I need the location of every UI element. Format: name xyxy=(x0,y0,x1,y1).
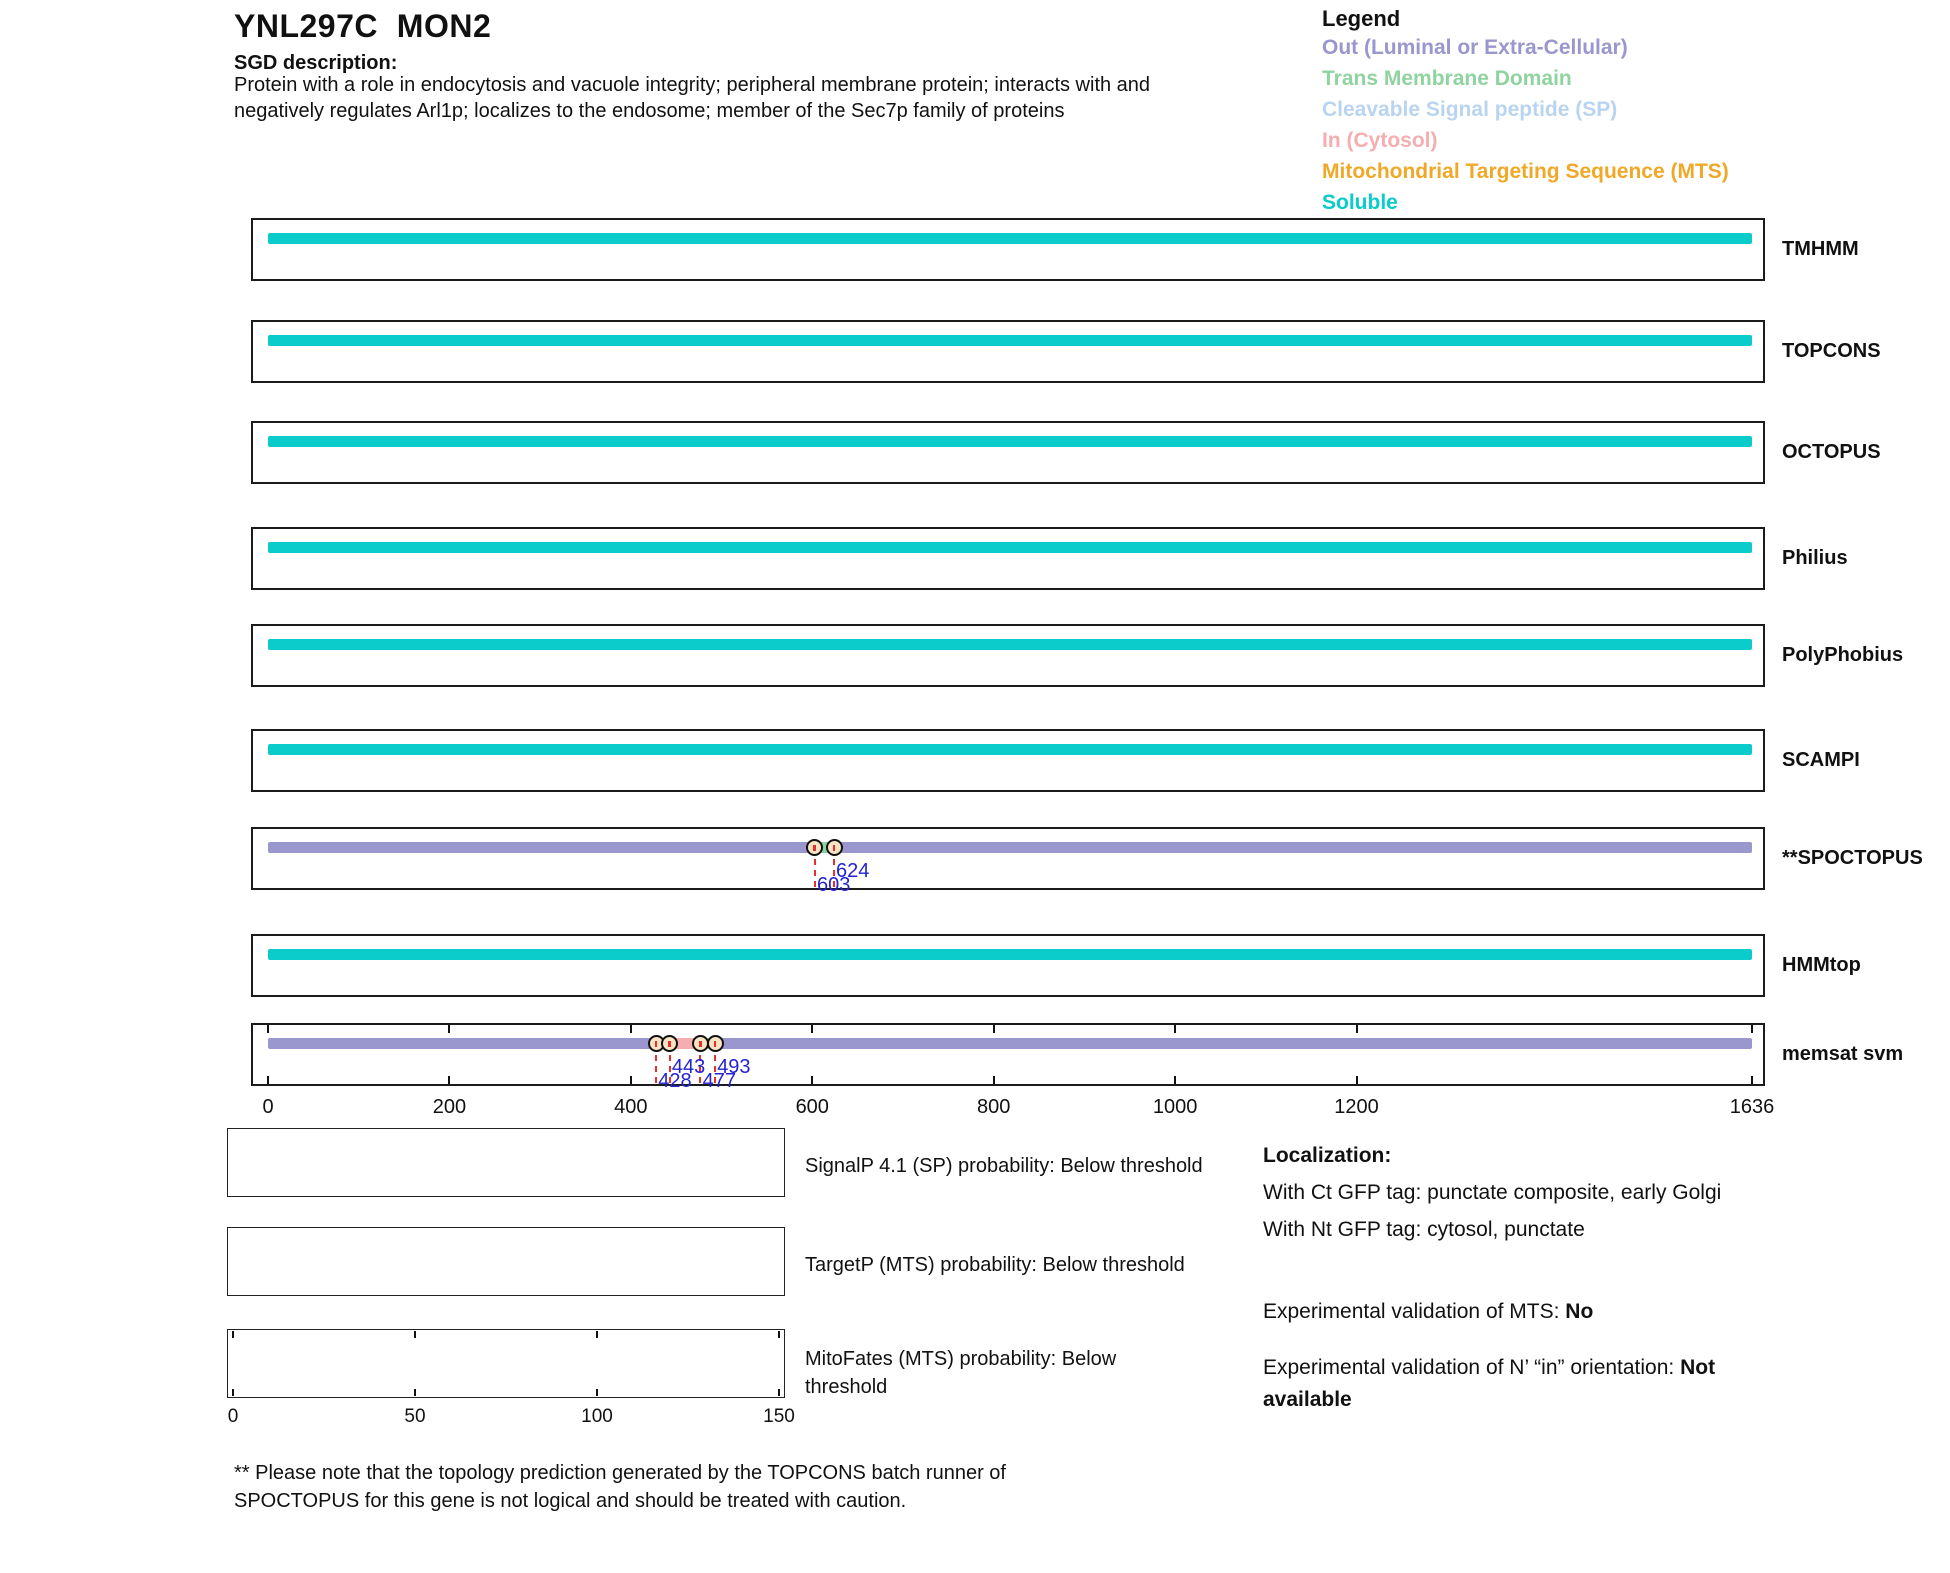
legend-item-out: Out (Luminal or Extra-Cellular) xyxy=(1322,36,1628,59)
sequence-tick-bottom xyxy=(811,1076,813,1084)
topology-segment-soluble xyxy=(268,335,1752,346)
sequence-tick-top xyxy=(1174,1025,1176,1033)
sequence-tick-top xyxy=(1356,1025,1358,1033)
boundary-marker-inner-dash xyxy=(714,1041,717,1047)
probability-plot-label: TargetP (MTS) probability: Below threshold xyxy=(805,1254,1185,1276)
sequence-axis-tick-label: 200 xyxy=(432,1096,467,1118)
probability-axis-tick-label: 0 xyxy=(227,1406,239,1427)
legend-title: Legend xyxy=(1322,6,1401,31)
boundary-marker-inner-dash xyxy=(813,845,816,851)
predictor-label: memsat svm xyxy=(1782,1043,1904,1065)
sequence-axis-tick-label: 1200 xyxy=(1334,1096,1379,1118)
predictor-box xyxy=(251,624,1765,687)
probability-tick-bottom xyxy=(778,1389,780,1396)
sgd-description-line-2: negatively regulates Arl1p; localizes to the endosome; member of the Sec7p family of proteins xyxy=(234,100,1065,122)
sequence-tick-top xyxy=(993,1025,995,1033)
mts-validation-value: No xyxy=(1565,1300,1594,1323)
predictor-label: OCTOPUS xyxy=(1782,441,1881,463)
predictor-label: HMMtop xyxy=(1782,954,1861,976)
legend-item-sp: Cleavable Signal peptide (SP) xyxy=(1322,98,1618,121)
sequence-tick-bottom xyxy=(630,1076,632,1084)
topology-segment-out xyxy=(834,842,1752,853)
predictor-box xyxy=(251,320,1765,383)
predictor-box xyxy=(251,827,1765,890)
boundary-position-label: 477 xyxy=(702,1070,737,1092)
predictor-label: TOPCONS xyxy=(1782,340,1881,362)
topology-segment-soluble xyxy=(268,744,1752,755)
probability-axis-tick-label: 50 xyxy=(404,1406,426,1427)
sequence-tick-top xyxy=(811,1025,813,1033)
topology-segment-soluble xyxy=(268,233,1752,244)
sequence-tick-bottom xyxy=(1356,1076,1358,1084)
predictor-box xyxy=(251,527,1765,590)
boundary-marker-inner-dash xyxy=(668,1041,671,1047)
sequence-tick-bottom xyxy=(993,1076,995,1084)
probability-plot-label: SignalP 4.1 (SP) probability: Below threshold xyxy=(805,1155,1203,1177)
footnote-line-1: ** Please note that the topology prediction generated by the TOPCONS batch runner of xyxy=(234,1462,1006,1484)
probability-tick-top xyxy=(778,1331,780,1338)
probability-tick-bottom xyxy=(596,1389,598,1396)
predictor-label: SCAMPI xyxy=(1782,749,1860,771)
predictor-box xyxy=(251,1023,1765,1086)
orientation-validation-line xyxy=(1263,1356,1715,1380)
predictor-box xyxy=(251,934,1765,997)
probability-tick-bottom xyxy=(414,1389,416,1396)
sequence-tick-bottom xyxy=(448,1076,450,1084)
footnote-line-2: SPOCTOPUS for this gene is not logical and should be treated with caution. xyxy=(234,1490,907,1512)
probability-axis-tick-label: 100 xyxy=(581,1406,613,1427)
sequence-tick-top xyxy=(448,1025,450,1033)
topology-segment-soluble xyxy=(268,436,1752,447)
predictor-box xyxy=(251,218,1765,281)
boundary-marker-inner-dash xyxy=(833,845,836,851)
probability-tick-top xyxy=(232,1331,234,1338)
sequence-tick-top xyxy=(630,1025,632,1033)
sequence-tick-bottom xyxy=(1174,1076,1176,1084)
sequence-tick-bottom xyxy=(267,1076,269,1084)
sgd-description-label: SGD description: xyxy=(234,52,398,74)
legend-item-mts: Mitochondrial Targeting Sequence (MTS) xyxy=(1322,160,1729,183)
predictor-box xyxy=(251,729,1765,792)
topology-segment-soluble xyxy=(268,542,1752,553)
topology-segment-out xyxy=(715,1038,1752,1049)
page-title: YNL297C MON2 xyxy=(234,8,492,44)
topology-segment-soluble xyxy=(268,639,1752,650)
topology-segment-out xyxy=(268,1038,656,1049)
localization-nt-gfp-line: With Nt GFP tag: cytosol, punctate xyxy=(1263,1218,1585,1241)
sequence-axis-tick-label: 1000 xyxy=(1152,1096,1198,1118)
predictor-box xyxy=(251,421,1765,484)
sequence-tick-bottom xyxy=(1751,1076,1753,1084)
topology-segment-out xyxy=(268,842,815,853)
boundary-position-label: 428 xyxy=(658,1070,692,1092)
sequence-axis-tick-label: 1636 xyxy=(1729,1096,1775,1118)
mts-validation-line xyxy=(1263,1300,1593,1324)
legend-item-in: In (Cytosol) xyxy=(1322,129,1438,152)
probability-tick-top xyxy=(596,1331,598,1338)
orientation-validation-value: Not xyxy=(1680,1356,1716,1379)
orientation-validation-value-line2: available xyxy=(1263,1388,1352,1411)
localization-ct-gfp-line: With Ct GFP tag: punctate composite, early Golgi xyxy=(1263,1181,1722,1204)
sequence-axis-tick-label: 400 xyxy=(614,1096,648,1118)
topology-segment-soluble xyxy=(268,949,1752,960)
probability-tick-bottom xyxy=(232,1389,234,1396)
boundary-position-label: 624 xyxy=(836,860,870,882)
tm-boundary-marker xyxy=(826,839,843,856)
legend-item-soluble: Soluble xyxy=(1322,191,1398,214)
probability-axis-tick-label: 150 xyxy=(763,1406,795,1427)
probability-plot-box xyxy=(227,1329,785,1398)
sequence-tick-top xyxy=(1751,1025,1753,1033)
predictor-label: TMHMM xyxy=(1782,238,1859,260)
boundary-position-label: 603 xyxy=(816,874,851,896)
boundary-marker-inner-dash xyxy=(699,1041,702,1047)
mts-validation-text: Experimental validation of MTS: xyxy=(1263,1300,1566,1323)
probability-tick-top xyxy=(414,1331,416,1338)
sequence-axis-tick-label: 800 xyxy=(976,1096,1011,1118)
legend-items xyxy=(1322,32,1729,218)
probability-plot-box xyxy=(227,1227,785,1296)
probability-plot-box xyxy=(227,1128,785,1197)
sequence-axis-tick-label: 600 xyxy=(795,1096,829,1118)
sequence-tick-top xyxy=(267,1025,269,1033)
probability-plot-label: MitoFates (MTS) probability: Below threshold xyxy=(805,1348,1117,1398)
predictor-label: Philius xyxy=(1782,547,1848,569)
boundary-position-label: 493 xyxy=(717,1056,751,1078)
sequence-axis-tick-label: 0 xyxy=(262,1096,274,1118)
legend xyxy=(1322,6,1729,218)
localization-title: Localization: xyxy=(1263,1144,1392,1167)
orientation-validation-text: Experimental validation of N’ “in” orientation: xyxy=(1263,1356,1681,1379)
predictor-label: **SPOCTOPUS xyxy=(1782,847,1923,869)
boundary-marker-inner-dash xyxy=(655,1041,658,1047)
predictor-label: PolyPhobius xyxy=(1782,644,1904,666)
boundary-position-label: 443 xyxy=(671,1056,706,1078)
sgd-description-line-1: Protein with a role in endocytosis and vacuole integrity; peripheral membrane protein; interacts with and xyxy=(234,74,1151,96)
legend-item-tm: Trans Membrane Domain xyxy=(1322,67,1572,90)
tm-boundary-marker xyxy=(707,1035,724,1052)
